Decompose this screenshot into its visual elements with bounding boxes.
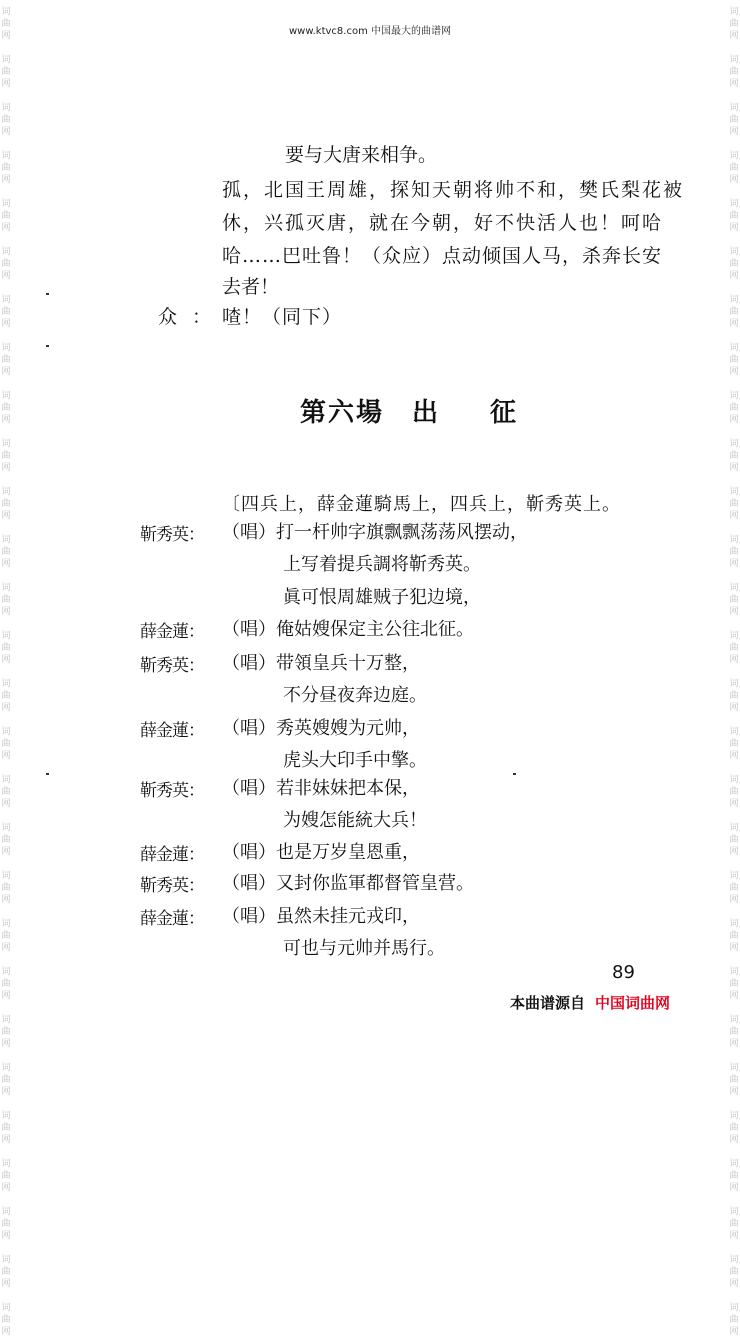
site-header: www.ktvc8.com 中国最大的曲谱网 xyxy=(288,26,451,37)
speaker-label: 薛金蓮： xyxy=(140,622,204,642)
speaker-label: 靳秀英： xyxy=(140,876,204,896)
dialogue-line: 为嫂怎能統大兵！ xyxy=(283,810,427,831)
speaker-label: 靳秀英： xyxy=(140,525,204,545)
source-credit xyxy=(510,992,670,1013)
watermark-strip-right: 词 曲 网 词 曲 网 词 曲 网 词 曲 网 词 曲 网 词 曲 网 词 曲 网 词 曲 网 词 曲 网 词 曲 网 词 曲 网 词 曲 网 词 曲 网 词 曲 网 词 曲 网 词 曲 网 词 曲 网 词 曲 网 词 曲 网 词 曲 网 词 曲 网 词 曲 网 词 曲 网 词 曲 网 词 曲 网 词 曲 网 词 曲 网 词 曲 网 xyxy=(729,7,739,1337)
dialogue-line: （唱）秀英嫂嫂为元帅， xyxy=(222,718,420,739)
text-line-1: 要与大唐来相争。 xyxy=(285,144,438,166)
chorus-colon: ： xyxy=(192,306,212,328)
scene-word-1: 出 xyxy=(412,398,439,428)
text-line-2: 孤，北国王周雄，探知天朝将帅不和，樊氏梨花被 xyxy=(222,179,685,201)
source-site-link[interactable]: 中国词曲网 xyxy=(595,994,671,1012)
page-number: 89 xyxy=(612,962,635,983)
dialogue-line: （唱）俺姑嫂保定主公往北征。 xyxy=(222,619,474,640)
dialogue-line: 上写着提兵調将靳秀英。 xyxy=(283,554,481,575)
scan-speck xyxy=(46,773,49,775)
dialogue-line: （唱）打一杆帅字旗飘飘荡荡风摆动， xyxy=(222,522,528,543)
chorus-text: 喳！（同下） xyxy=(222,306,343,328)
text-line-4: 哈……巴吐鲁！（众应）点动倾国人马，杀奔长安 xyxy=(222,245,663,267)
stage-direction: 〔四兵上，薛金蓮騎馬上，四兵上，靳秀英上。 xyxy=(222,494,621,515)
speaker-label: 薛金蓮： xyxy=(140,909,204,929)
speaker-label: 薛金蓮： xyxy=(140,845,204,865)
dialogue-line: （唱）带領皇兵十万整， xyxy=(222,653,420,674)
dialogue-line: （唱）虽然未挂元戎印， xyxy=(222,906,420,927)
speaker-label: 靳秀英： xyxy=(140,781,204,801)
dialogue-line: 虎头大印手中擎。 xyxy=(283,750,427,771)
dialogue-line: （唱）若非妹妹把本保， xyxy=(222,778,420,799)
dialogue-line: 可也与元帅并馬行。 xyxy=(283,938,445,959)
watermark-strip-left: 词 曲 网 词 曲 网 词 曲 网 词 曲 网 词 曲 网 词 曲 网 词 曲 网 词 曲 网 词 曲 网 词 曲 网 词 曲 网 词 曲 网 词 曲 网 词 曲 网 词 曲 网 词 曲 网 词 曲 网 词 曲 网 词 曲 网 词 曲 网 词 曲 网 词 曲 网 词 曲 网 词 曲 网 词 曲 网 词 曲 网 词 曲 网 词 曲 网 xyxy=(1,7,11,1337)
dialogue-line: 眞可恨周雄贼子犯边境， xyxy=(283,587,481,608)
text-line-3: 休，兴孤灭唐，就在今朝，好不快活人也！呵哈 xyxy=(222,212,664,234)
speaker-label: 靳秀英： xyxy=(140,656,204,676)
text-line-5: 去者！ xyxy=(222,276,280,298)
scan-speck xyxy=(513,773,516,775)
speaker-label: 薛金蓮： xyxy=(140,721,204,741)
dialogue-line: （唱）也是万岁皇恩重， xyxy=(222,842,420,863)
chorus-speaker: 众 xyxy=(158,306,178,328)
scene-word-2: 征 xyxy=(490,398,517,428)
dialogue-line: 不分昼夜奔边庭。 xyxy=(283,685,427,706)
scene-title: 第六場 xyxy=(300,398,385,428)
dialogue-line: （唱）又封你监軍都督管皇营。 xyxy=(222,873,474,894)
source-label: 本曲谱源自 xyxy=(510,994,586,1012)
scan-speck xyxy=(46,345,49,347)
scan-speck xyxy=(46,293,49,295)
